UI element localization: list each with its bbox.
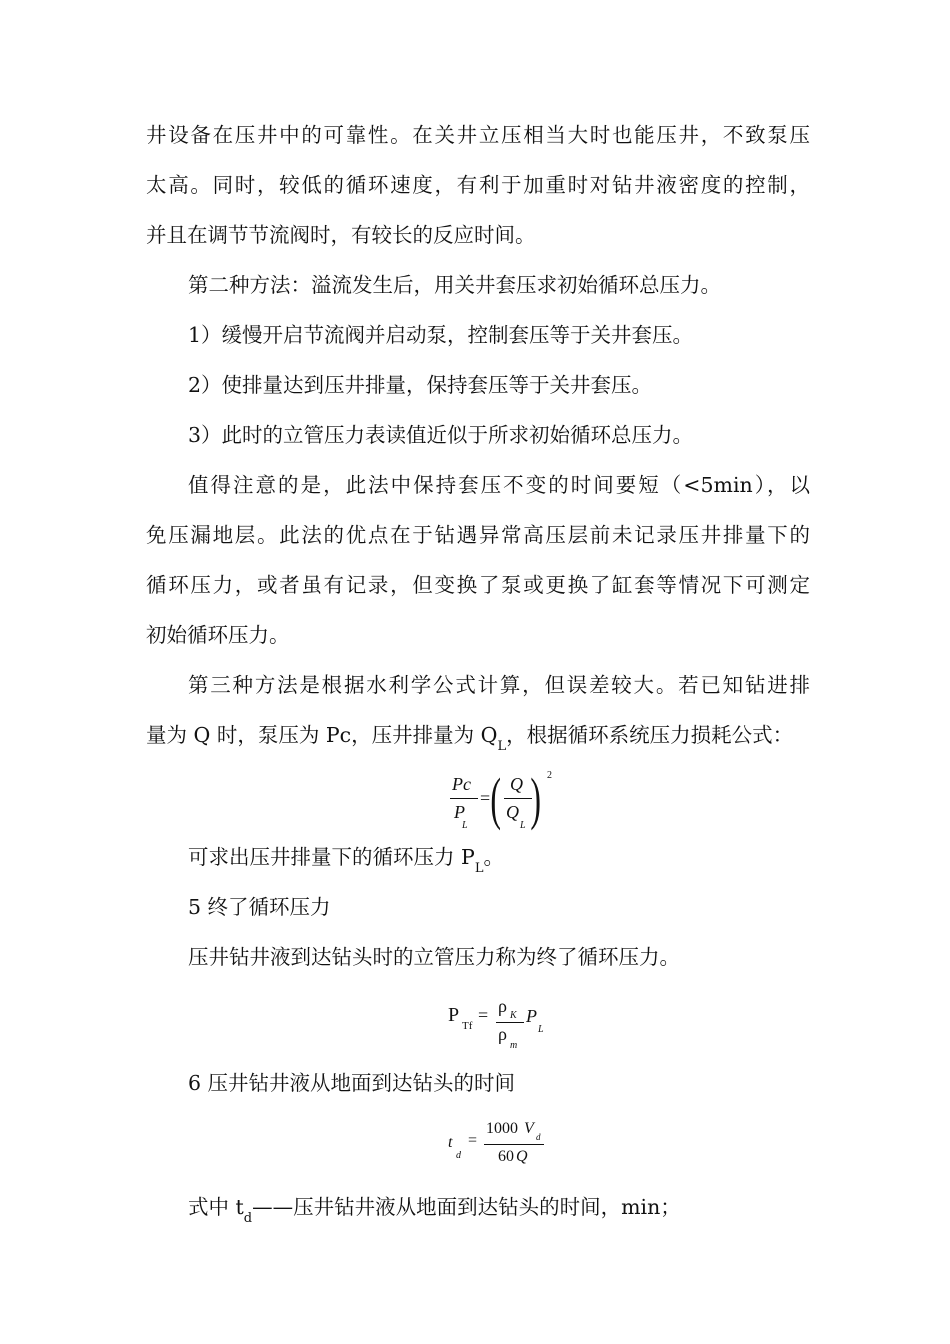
text-segment: 。 (483, 845, 504, 869)
formula-pressure-ratio (440, 766, 570, 835)
fraction-bar (484, 1144, 544, 1145)
section-heading: 5 终了循环压力 (188, 895, 331, 919)
text-line: 压井钻井液到达钻头时的立管压力称为终了循环压力。 (188, 945, 680, 969)
text-line: 值得注意的是，此法中保持套压不变的时间要短（<5min），以 (188, 473, 810, 497)
subscript: L (497, 739, 507, 754)
text-line: 太高。同时，较低的循环速度，有利于加重时对钻井液密度的控制， (146, 173, 810, 197)
fraction-bar (496, 1022, 524, 1023)
text-segment: ，根据循环系统压力损耗公式： (506, 723, 794, 747)
formula-lhs: P (448, 1004, 460, 1026)
formula-equals: = (478, 1005, 489, 1025)
formula-subscript: L (538, 1024, 544, 1035)
formula-numerator: ρ (498, 996, 507, 1016)
text-line: 第二种方法：溢流发生后，用关井套压求初始循环总压力。 (188, 273, 721, 297)
formula-numerator-var: V (524, 1120, 534, 1137)
formula-inner-numerator: Q (510, 774, 523, 794)
text-segment: 式中 t (188, 1195, 244, 1219)
formula-factor: P (526, 1006, 537, 1026)
text-line: 井设备在压井中的可靠性。在关井立压相当大时也能压井，不致泵压 (146, 123, 810, 147)
formula-subscript: K (510, 1010, 517, 1021)
text-segment: 可求出压井排量下的循环压力 P (188, 845, 475, 869)
text-line (188, 842, 810, 876)
formula-denominator-var: Q (516, 1148, 528, 1165)
right-paren: ) (530, 766, 541, 831)
list-item: 2）使排量达到压井排量，保持套压等于关井套压。 (188, 373, 653, 397)
fraction-bar (450, 798, 478, 799)
formula-inner-denominator: Q (506, 802, 519, 822)
formula-subscript: m (510, 1040, 518, 1051)
formula-equals: = (468, 1132, 478, 1149)
text-line: 循环压力，或者虽有记录，但变换了泵或更换了缸套等情况下可测定 (146, 573, 810, 597)
list-item: 3）此时的立管压力表读值近似于所求初始循环总压力。 (188, 423, 694, 447)
formula-numerator: Pc (452, 774, 471, 794)
formula-equals: = (480, 788, 491, 808)
formula-subscript: Tf (462, 1020, 473, 1032)
left-paren: ( (490, 766, 501, 831)
formula-denominator: P (454, 802, 465, 822)
text-line (188, 1192, 810, 1226)
subscript: L (474, 861, 484, 876)
formula-numerator: 1000 (486, 1120, 518, 1137)
text-line: 免压漏地层。此法的优点在于钻遇异常高压层前未记录压井排量下的 (146, 523, 810, 547)
formula-exponent: 2 (547, 770, 552, 781)
formula-subscript: d (456, 1150, 461, 1161)
formula-travel-time (448, 1120, 558, 1176)
text-line: 并且在调节节流阀时，有较长的反应时间。 (146, 223, 536, 247)
formula-subscript: L (462, 820, 468, 831)
text-segment: 量为 Q 时，泵压为 Pc，压井排量为 Q (146, 723, 498, 747)
formula-denominator: 60 (498, 1148, 514, 1165)
section-heading: 6 压井钻井液从地面到达钻头的时间 (188, 1071, 516, 1095)
fraction-bar (504, 798, 532, 799)
formula-subscript: d (536, 1132, 541, 1142)
formula-denominator: ρ (498, 1024, 507, 1044)
list-item: 1）缓慢开启节流阀并启动泵，控制套压等于关井套压。 (188, 323, 694, 347)
formula-subscript: L (520, 820, 526, 831)
formula-lhs: t (448, 1134, 453, 1151)
formula-final-circulating-pressure (448, 996, 558, 1058)
text-segment: ——压井钻井液从地面到达钻头的时间，min； (252, 1195, 681, 1219)
subscript: d (243, 1211, 253, 1226)
text-line: 第三种方法是根据水利学公式计算，但误差较大。若已知钻进排 (188, 673, 810, 697)
text-line: 初始循环压力。 (146, 623, 290, 647)
text-line (146, 720, 810, 754)
